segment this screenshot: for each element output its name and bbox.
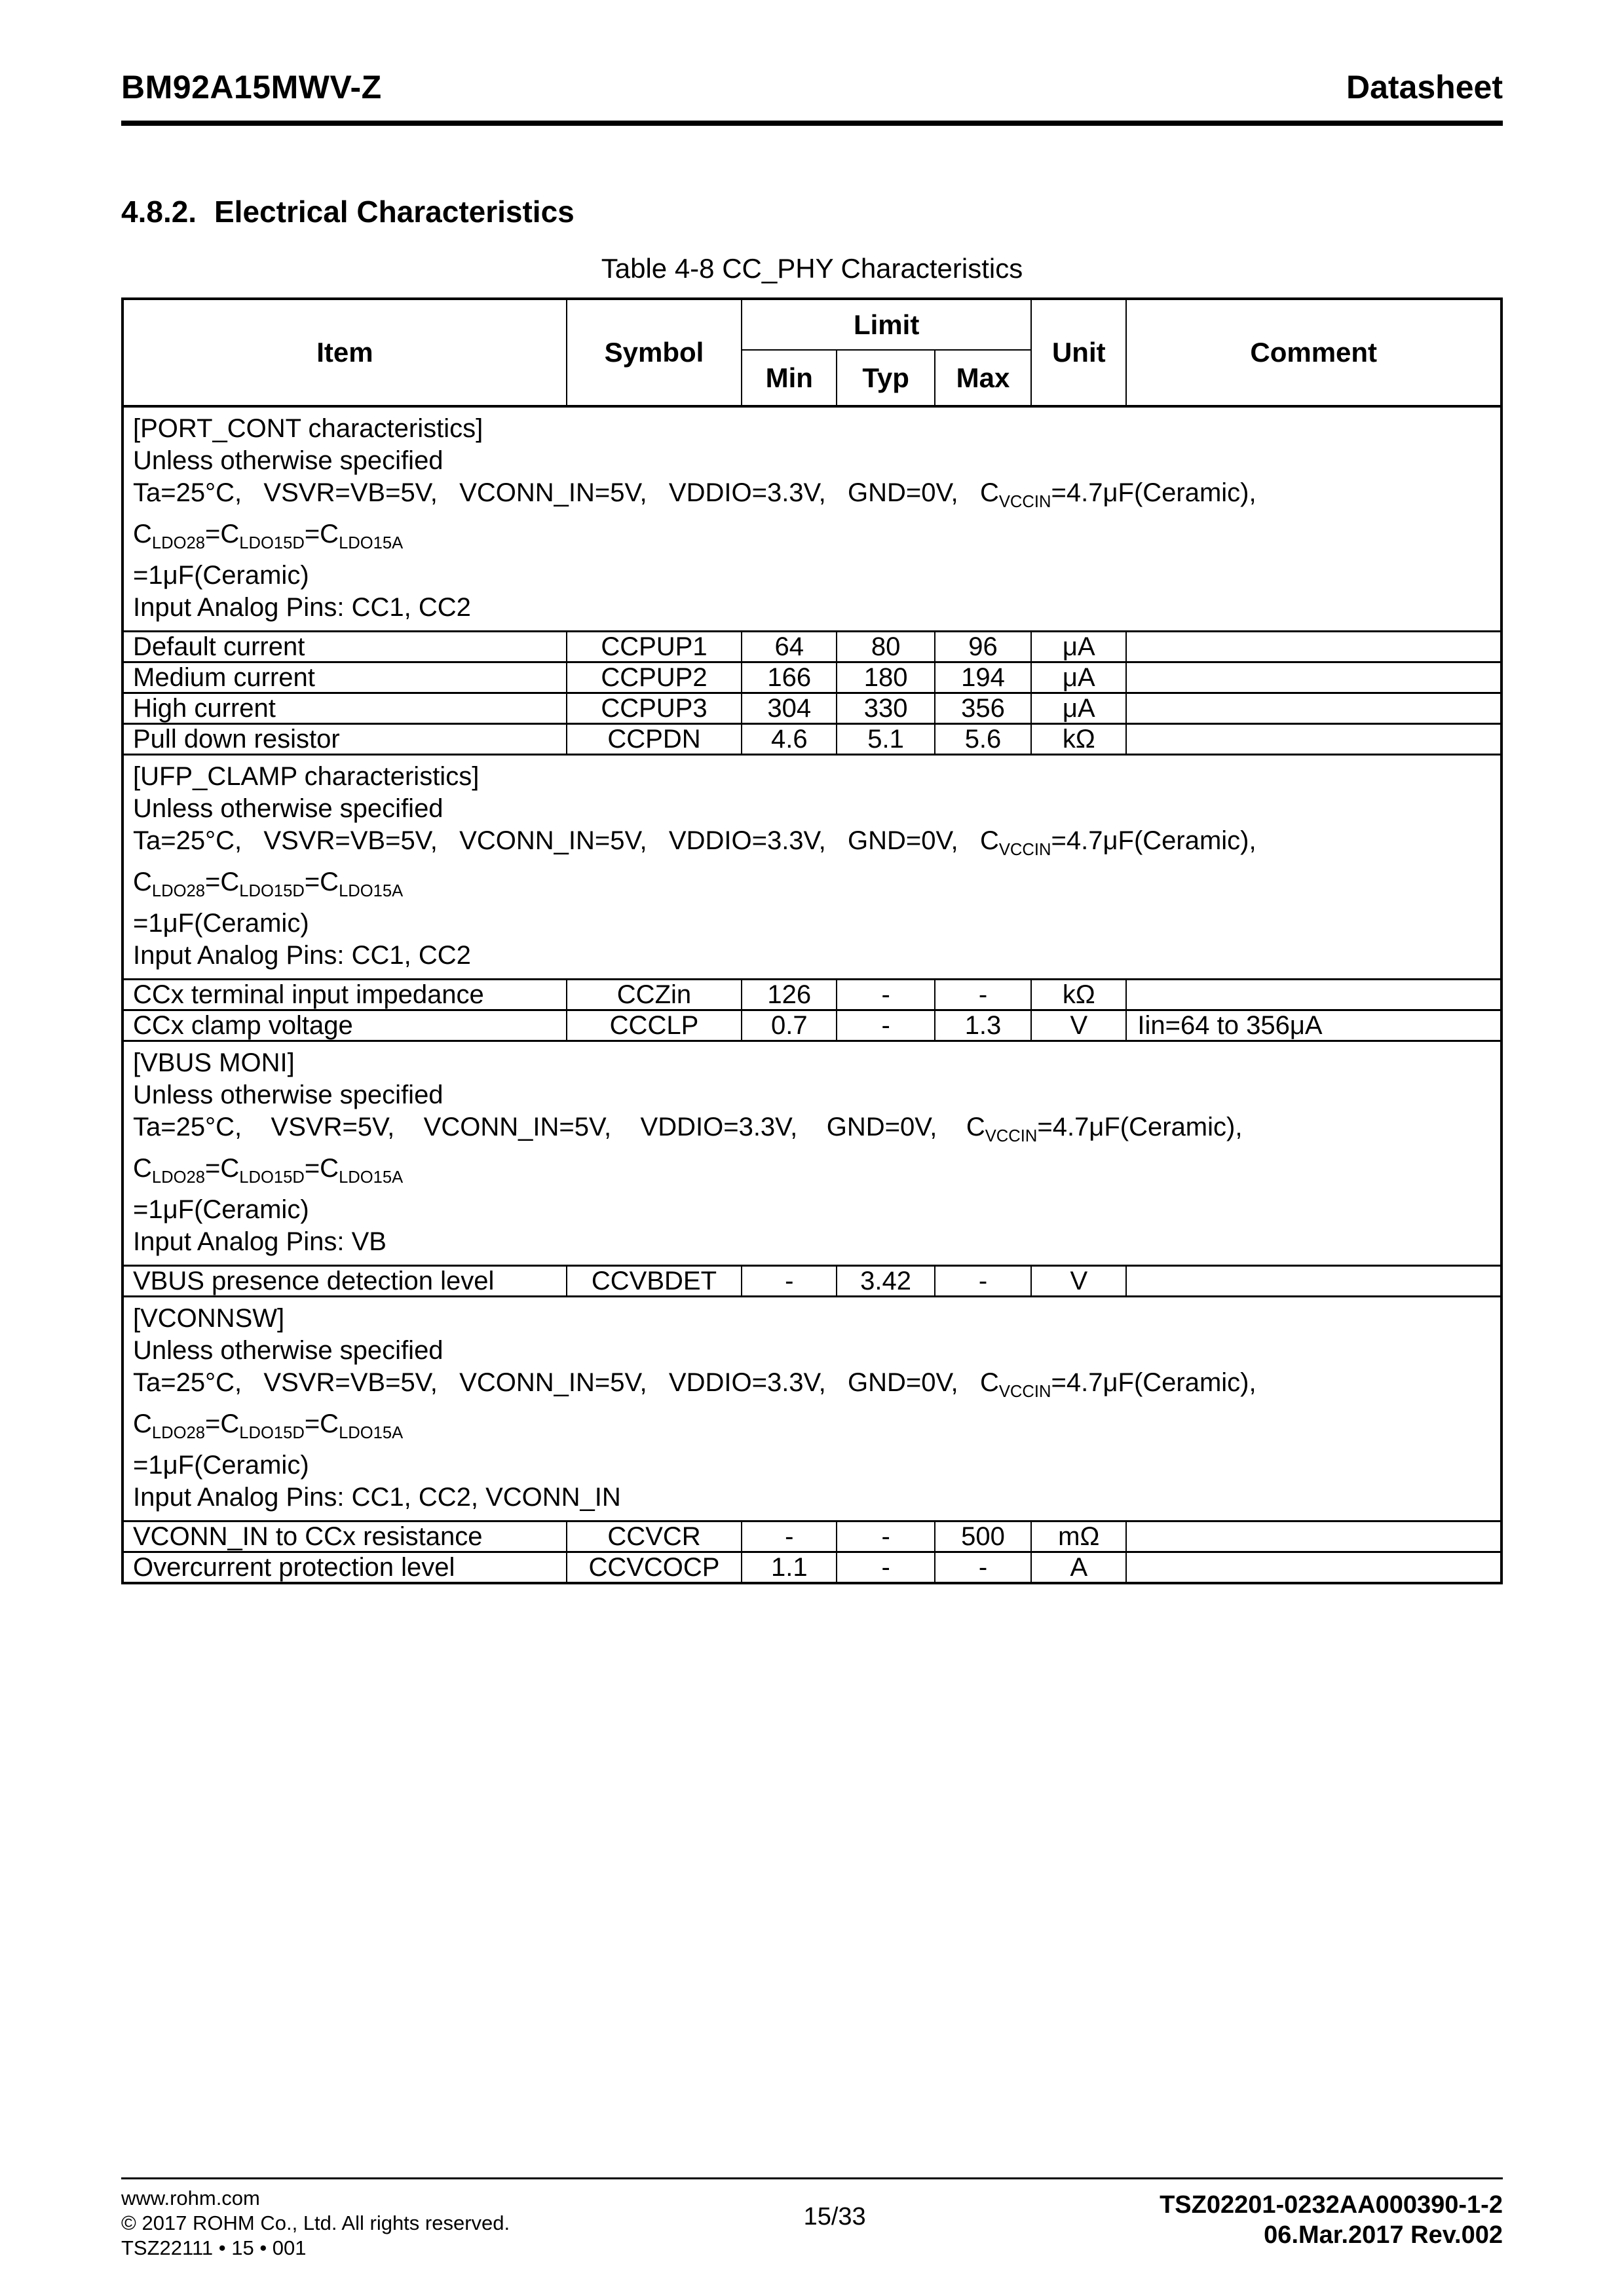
table-head (123, 299, 1501, 406)
condition-line: Ta=25°C, VSVR=VB=5V, VCONN_IN=5V, VDDIO=3.3V, GND=0V, $C_{VCCIN}=4.7\mu F(Ceramic)$, $C_{LDO28}=C_{LDO15D}=C_{LDO15A}$ (133, 478, 1278, 552)
spec-item-cell: CCx terminal input impedance (123, 980, 567, 1010)
spec-symbol-cell: CCPDN (567, 724, 742, 755)
column-header-limit: Limit (742, 299, 1031, 350)
spec-symbol-cell: CCCLP (567, 1010, 742, 1041)
spec-max-cell: 1.3 (935, 1010, 1031, 1041)
spec-symbol-cell: CCVBDET (567, 1266, 742, 1297)
spec-typ-cell: 80 (837, 632, 934, 662)
condition-line: =1μF(Ceramic) (133, 909, 309, 938)
condition-line: Ta=25°C, VSVR=VB=5V, VCONN_IN=5V, VDDIO=3.3V, GND=0V, $C_{VCCIN}=4.7\mu F(Ceramic)$, $C_{LDO28}=C_{LDO15D}=C_{LDO15A}$ (133, 826, 1278, 900)
condition-line: Ta=25°C, VSVR=5V, VCONN_IN=5V, VDDIO=3.3V, GND=0V, $C_{VCCIN}=4.7\mu F(Ceramic)$, $C_{LDO28}=C_{LDO15D}=C_{LDO15A}$ (133, 1113, 1272, 1187)
spec-unit-cell: μA (1031, 662, 1126, 693)
spec-min-cell: 304 (742, 693, 837, 724)
condition-line: Input Analog Pins: CC1, CC2, VCONN_IN (133, 1483, 621, 1512)
condition-line: Unless otherwise specified (133, 1081, 444, 1109)
spec-max-cell: 356 (935, 693, 1031, 724)
spec-min-cell: - (742, 1266, 837, 1297)
table-header-row-1 (123, 299, 1501, 350)
condition-line: =1μF(Ceramic) (133, 561, 309, 590)
page-footer (121, 2177, 1503, 2261)
condition-line: [PORT_CONT characteristics] (133, 414, 483, 443)
spec-comment-cell (1126, 980, 1501, 1010)
section-header-row (123, 1297, 1501, 1521)
table-caption: Table 4-8 CC_PHY Characteristics (601, 253, 1023, 284)
spec-max-cell: - (935, 1552, 1031, 1584)
spec-comment-cell (1126, 1552, 1501, 1584)
spec-unit-cell: μA (1031, 693, 1126, 724)
column-header-unit: Unit (1031, 299, 1126, 406)
spec-unit-cell: A (1031, 1552, 1126, 1584)
spec-row (123, 1521, 1501, 1552)
spec-row (123, 662, 1501, 693)
spec-typ-cell: 180 (837, 662, 934, 693)
spec-row (123, 632, 1501, 662)
spec-comment-cell: Iin=64 to 356μA (1126, 1010, 1501, 1041)
column-header-max: Max (935, 350, 1031, 406)
spec-item-cell: Overcurrent protection level (123, 1552, 567, 1584)
spec-symbol-cell: CCPUP2 (567, 662, 742, 693)
spec-comment-cell (1126, 632, 1501, 662)
column-header-comment: Comment (1126, 299, 1501, 406)
condition-line: Input Analog Pins: CC1, CC2 (133, 593, 471, 622)
spec-typ-cell: - (837, 1552, 934, 1584)
column-header-min: Min (742, 350, 837, 406)
spec-comment-cell (1126, 724, 1501, 755)
characteristics-table (121, 297, 1503, 1584)
spec-comment-cell (1126, 693, 1501, 724)
spec-unit-cell: kΩ (1031, 980, 1126, 1010)
spec-symbol-cell: CCPUP1 (567, 632, 742, 662)
spec-typ-cell: 330 (837, 693, 934, 724)
footer-right-block (1160, 2186, 1503, 2261)
section-conditions-cell (123, 1297, 1501, 1521)
condition-line: Input Analog Pins: CC1, CC2 (133, 941, 471, 970)
spec-item-cell: Medium current (123, 662, 567, 693)
section-number: 4.8.2. (121, 195, 197, 229)
spec-row (123, 724, 1501, 755)
condition-line: Unless otherwise specified (133, 1336, 444, 1365)
doc-type-label: Datasheet (1346, 69, 1503, 105)
spec-typ-cell: 5.1 (837, 724, 934, 755)
spec-item-cell: High current (123, 693, 567, 724)
condition-line: Ta=25°C, VSVR=VB=5V, VCONN_IN=5V, VDDIO=3.3V, GND=0V, $C_{VCCIN}=4.7\mu F(Ceramic)$, $C_{LDO28}=C_{LDO15D}=C_{LDO15A}$ (133, 1368, 1278, 1442)
condition-line: Input Analog Pins: VB (133, 1227, 387, 1256)
spec-symbol-cell: CCVCOCP (567, 1552, 742, 1584)
spec-min-cell: 0.7 (742, 1010, 837, 1041)
page-number: 15/33 (803, 2203, 866, 2230)
spec-max-cell: 96 (935, 632, 1031, 662)
spec-comment-cell (1126, 1521, 1501, 1552)
spec-min-cell: 64 (742, 632, 837, 662)
spec-item-cell: CCx clamp voltage (123, 1010, 567, 1041)
condition-line: Unless otherwise specified (133, 794, 444, 823)
spec-item-cell: Pull down resistor (123, 724, 567, 755)
product-name: BM92A15MWV-Z (121, 69, 382, 105)
spec-item-cell: VCONN_IN to CCx resistance (123, 1521, 567, 1552)
spec-row (123, 1010, 1501, 1041)
spec-typ-cell: - (837, 980, 934, 1010)
condition-line: [UFP_CLAMP characteristics] (133, 762, 480, 791)
spec-min-cell: 4.6 (742, 724, 837, 755)
footer-doc-code: TSZ22111 • 15 • 001 (121, 2236, 307, 2259)
spec-unit-cell: kΩ (1031, 724, 1126, 755)
spec-max-cell: - (935, 1266, 1031, 1297)
header-rule (121, 121, 1503, 126)
condition-line: [VBUS MONI] (133, 1048, 295, 1077)
spec-symbol-cell: CCPUP3 (567, 693, 742, 724)
condition-line: [VCONNSW] (133, 1304, 285, 1333)
condition-line: =1μF(Ceramic) (133, 1195, 309, 1224)
spec-symbol-cell: CCVCR (567, 1521, 742, 1552)
spec-row (123, 980, 1501, 1010)
section-header-row (123, 755, 1501, 980)
spec-typ-cell: - (837, 1010, 934, 1041)
footer-url: www.rohm.com (121, 2187, 260, 2210)
spec-row (123, 693, 1501, 724)
condition-line: Unless otherwise specified (133, 446, 444, 475)
spec-row (123, 1552, 1501, 1584)
section-conditions-cell (123, 755, 1501, 980)
spec-min-cell: 166 (742, 662, 837, 693)
spec-unit-cell: μA (1031, 632, 1126, 662)
spec-max-cell: 500 (935, 1521, 1031, 1552)
spec-symbol-cell: CCZin (567, 980, 742, 1010)
spec-unit-cell: V (1031, 1010, 1126, 1041)
spec-max-cell: 5.6 (935, 724, 1031, 755)
spec-unit-cell: V (1031, 1266, 1126, 1297)
footer-revision: 06.Mar.2017 Rev.002 (1264, 2221, 1503, 2249)
spec-max-cell: - (935, 980, 1031, 1010)
section-header-row (123, 406, 1501, 632)
page-header (121, 0, 1503, 106)
section-conditions-cell (123, 406, 1501, 632)
spec-comment-cell (1126, 662, 1501, 693)
section-heading (121, 194, 1503, 229)
spec-item-cell: Default current (123, 632, 567, 662)
spec-min-cell: 126 (742, 980, 837, 1010)
spec-unit-cell: mΩ (1031, 1521, 1126, 1552)
section-title: Electrical Characteristics (214, 195, 575, 229)
section-header-row (123, 1041, 1501, 1266)
column-header-symbol: Symbol (567, 299, 742, 406)
spec-item-cell: VBUS presence detection level (123, 1266, 567, 1297)
spec-row (123, 1266, 1501, 1297)
footer-copyright: © 2017 ROHM Co., Ltd. All rights reserved. (121, 2211, 510, 2234)
spec-min-cell: 1.1 (742, 1552, 837, 1584)
spec-comment-cell (1126, 1266, 1501, 1297)
table-body (123, 406, 1501, 1583)
section-conditions-cell (123, 1041, 1501, 1266)
column-header-item: Item (123, 299, 567, 406)
column-header-typ: Typ (837, 350, 934, 406)
spec-typ-cell: 3.42 (837, 1266, 934, 1297)
spec-typ-cell: - (837, 1521, 934, 1552)
spec-min-cell: - (742, 1521, 837, 1552)
footer-left-block (121, 2186, 510, 2261)
condition-line: =1μF(Ceramic) (133, 1451, 309, 1480)
spec-max-cell: 194 (935, 662, 1031, 693)
footer-doc-number: TSZ02201-0232AA000390-1-2 (1160, 2191, 1503, 2219)
